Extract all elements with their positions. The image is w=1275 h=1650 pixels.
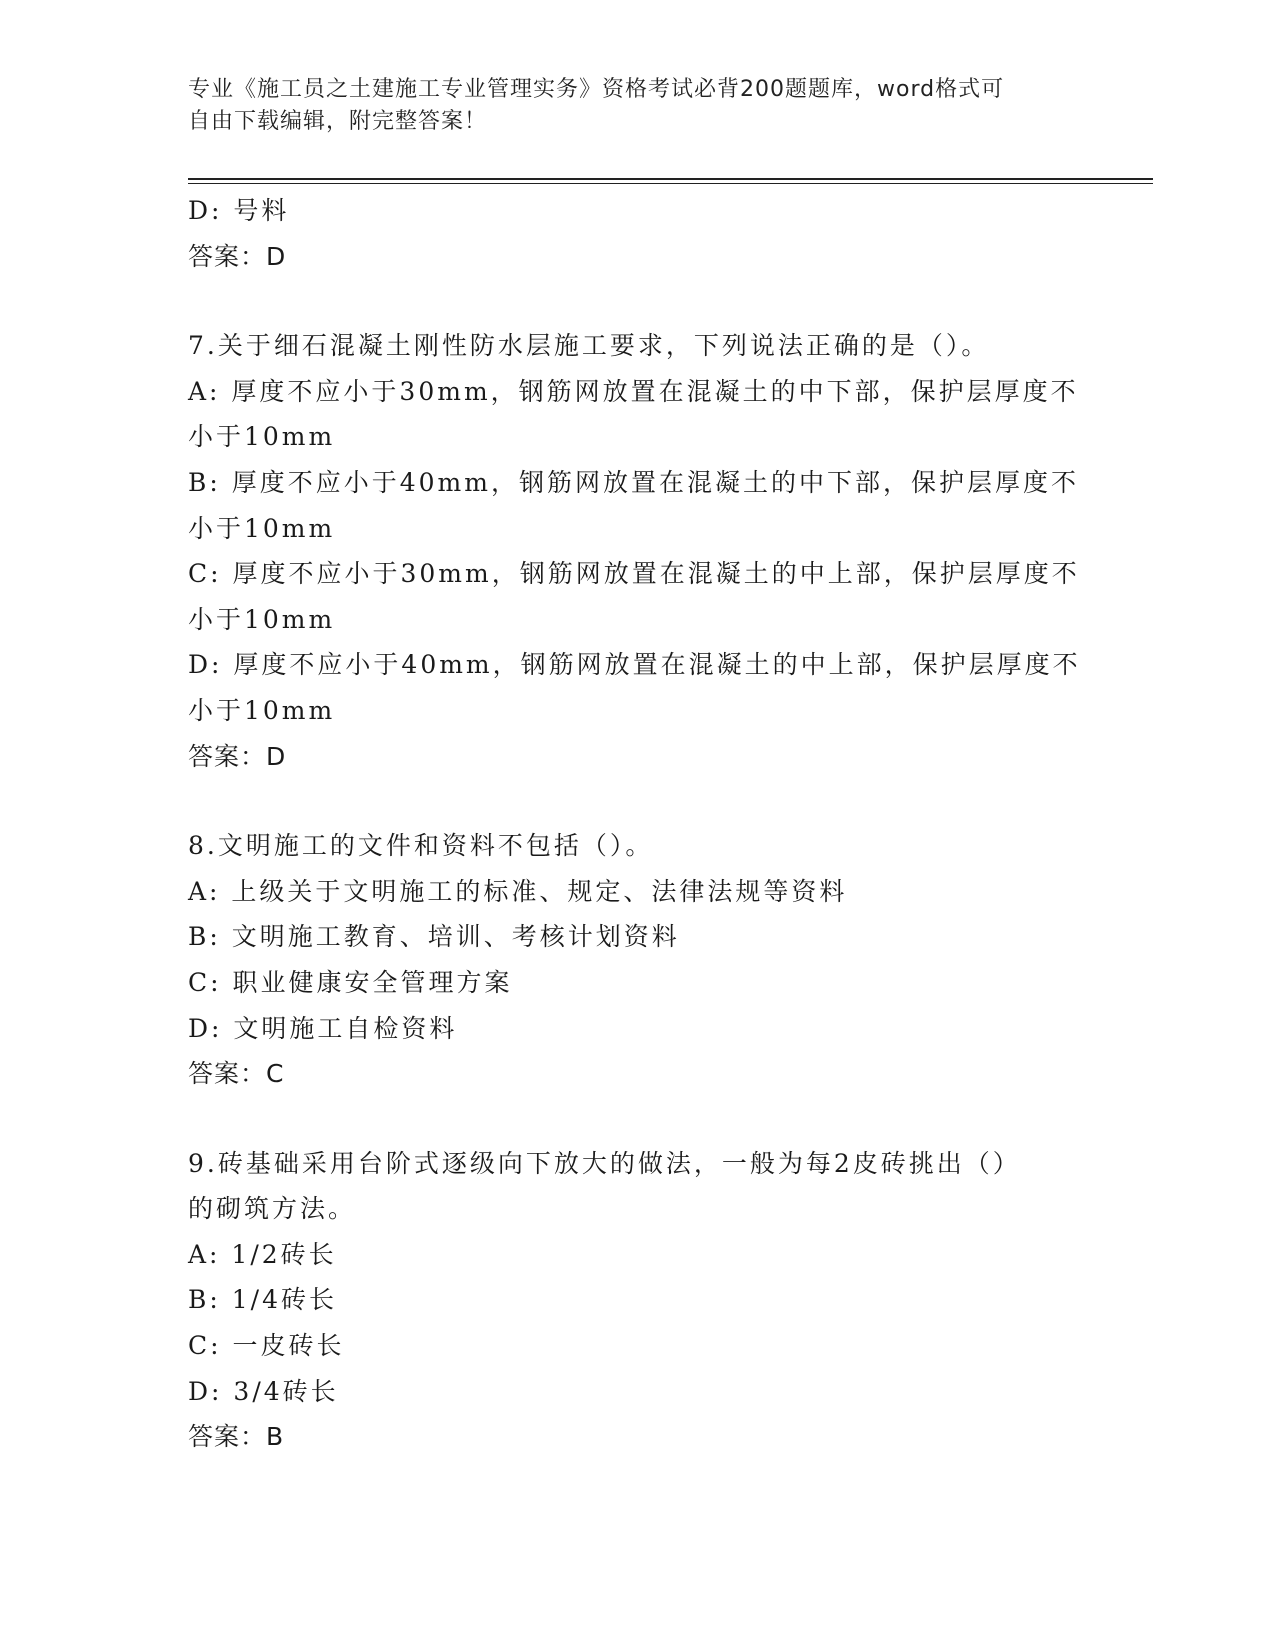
question-8 (188, 823, 1088, 1097)
option-a: A: 上级关于文明施工的标准、规定、法律法规等资料 (188, 876, 848, 906)
document-header (188, 74, 1068, 138)
option-b-continued: 小于10mm (188, 513, 336, 543)
header-divider-thin (188, 183, 1153, 184)
question-stem-continued: 的砌筑方法。 (188, 1194, 357, 1224)
question-6-tail (188, 188, 1088, 279)
option-b: B: 文明施工教育、培训、考核计划资料 (188, 922, 680, 952)
question-stem: 7.关于细石混凝土刚性防水层施工要求，下列说法正确的是（）。 (188, 331, 990, 361)
option-b: B: 厚度不应小于40mm，钢筋网放置在混凝土的中下部，保护层厚度不 (188, 467, 1079, 497)
option-c: C: 厚度不应小于30mm，钢筋网放置在混凝土的中上部，保护层厚度不 (188, 559, 1080, 589)
spacer (188, 279, 1088, 323)
header-title-line-1: 专业《施工员之土建施工专业管理实务》资格考试必背200题题库，word格式可 (188, 77, 1005, 102)
option-d: D: 厚度不应小于40mm，钢筋网放置在混凝土的中上部，保护层厚度不 (188, 650, 1081, 680)
option-a-continued: 小于10mm (188, 422, 336, 452)
question-stem: 9.砖基础采用台阶式逐级向下放大的做法，一般为每2皮砖挑出（） (188, 1148, 1021, 1178)
option-d: D: 号料 (188, 196, 290, 225)
question-stem: 8.文明施工的文件和资料不包括（）。 (188, 831, 654, 861)
option-d: D: 3/4砖长 (188, 1376, 339, 1406)
answer-line: 答案：D (188, 741, 287, 771)
answer-line: 答案：C (188, 1059, 285, 1089)
option-c: C: 职业健康安全管理方案 (188, 967, 513, 997)
answer-line: 答案：B (188, 1422, 285, 1452)
question-list (188, 188, 1088, 1460)
question-7 (188, 323, 1088, 779)
option-a: A: 厚度不应小于30mm，钢筋网放置在混凝土的中下部，保护层厚度不 (188, 376, 1079, 406)
spacer (188, 779, 1088, 823)
header-title-line-2: 自由下载编辑，附完整答案！ (188, 109, 488, 134)
option-d: D: 文明施工自检资料 (188, 1013, 458, 1043)
option-b: B: 1/4砖长 (188, 1285, 337, 1315)
answer-line: 答案：D (188, 241, 287, 271)
question-9 (188, 1141, 1088, 1460)
header-divider-thick (188, 178, 1153, 180)
option-c-continued: 小于10mm (188, 604, 336, 634)
option-c: C: 一皮砖长 (188, 1331, 345, 1361)
option-a: A: 1/2砖长 (188, 1239, 337, 1269)
spacer (188, 1097, 1088, 1141)
option-d-continued: 小于10mm (188, 695, 336, 725)
